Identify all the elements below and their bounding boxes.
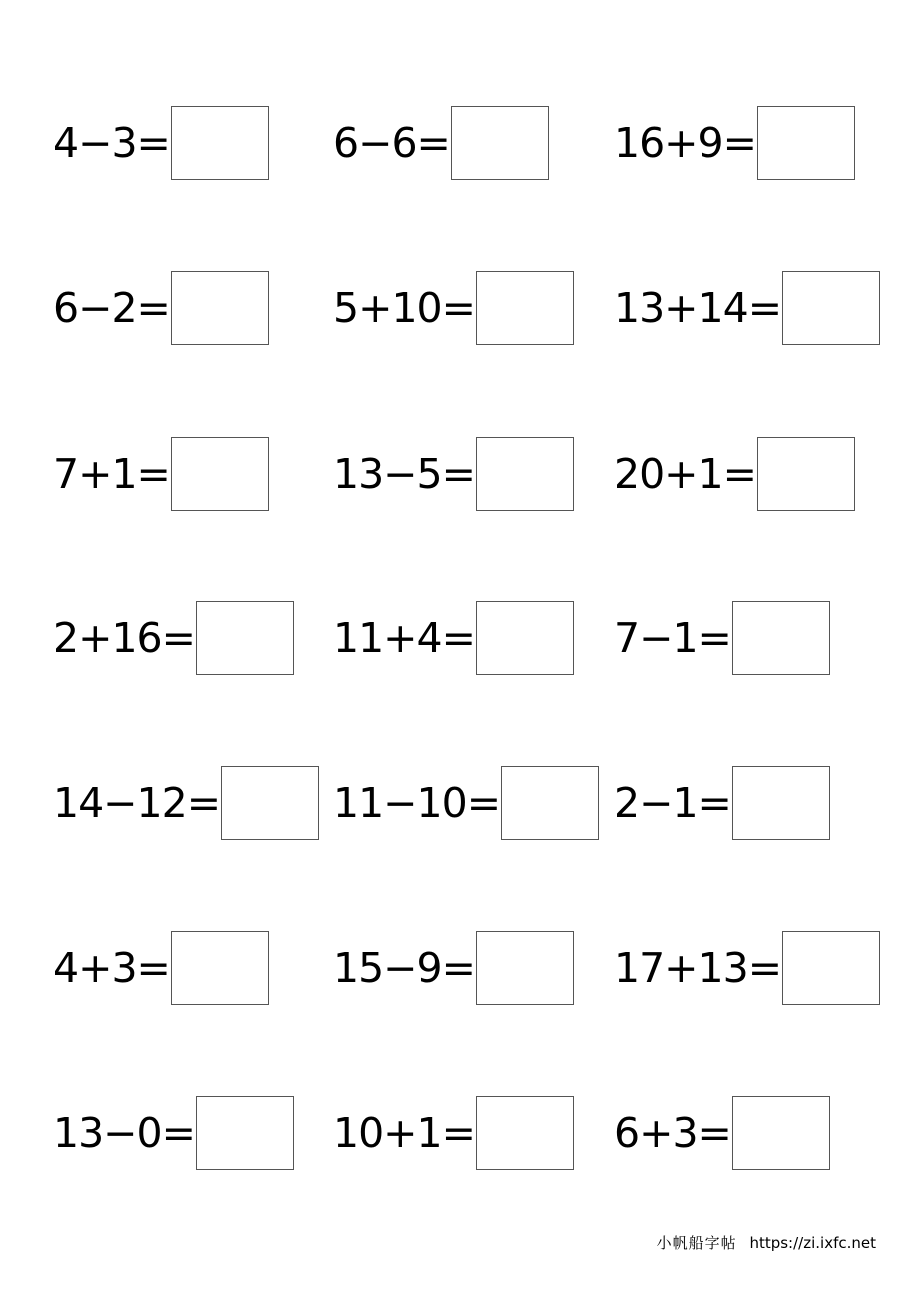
answer-box[interactable] [732, 766, 830, 840]
problem [53, 270, 269, 346]
problem [53, 765, 319, 841]
problem-expression: 4+3= [53, 943, 170, 992]
problem [333, 765, 599, 841]
problem [614, 436, 855, 512]
answer-box[interactable] [451, 106, 549, 180]
answer-box[interactable] [782, 271, 880, 345]
problem-expression: 16+9= [614, 118, 756, 167]
footer-url[interactable]: https://zi.ixfc.net [749, 1234, 876, 1252]
problem-expression: 4−3= [53, 118, 170, 167]
problem [333, 1095, 574, 1171]
answer-box[interactable] [782, 931, 880, 1005]
problem-expression: 11−10= [333, 778, 501, 827]
answer-box[interactable] [732, 1096, 830, 1170]
problem-expression: 15−9= [333, 943, 475, 992]
answer-box[interactable] [476, 271, 574, 345]
problem [333, 930, 574, 1006]
problem [333, 270, 574, 346]
problem [333, 105, 549, 181]
answer-box[interactable] [196, 601, 294, 675]
problem-expression: 6+3= [614, 1108, 731, 1157]
problem-expression: 7+1= [53, 449, 170, 498]
problem-expression: 2−1= [614, 778, 731, 827]
problem-expression: 5+10= [333, 283, 475, 332]
answer-box[interactable] [757, 106, 855, 180]
answer-box[interactable] [196, 1096, 294, 1170]
problem [614, 1095, 830, 1171]
answer-box[interactable] [476, 437, 574, 511]
problem [53, 436, 269, 512]
answer-box[interactable] [476, 601, 574, 675]
problem-expression: 20+1= [614, 449, 756, 498]
problem [53, 930, 269, 1006]
problem-expression: 13+14= [614, 283, 782, 332]
answer-box[interactable] [171, 106, 269, 180]
answer-box[interactable] [757, 437, 855, 511]
problem [614, 930, 880, 1006]
answer-box[interactable] [732, 601, 830, 675]
answer-box[interactable] [476, 931, 574, 1005]
answer-box[interactable] [171, 931, 269, 1005]
problem [614, 270, 880, 346]
problem [333, 436, 574, 512]
problem-expression: 7−1= [614, 613, 731, 662]
problem [333, 600, 574, 676]
answer-box[interactable] [171, 437, 269, 511]
footer-brand: 小帆船字帖 [656, 1234, 737, 1252]
answer-box[interactable] [221, 766, 319, 840]
problem-expression: 13−0= [53, 1108, 195, 1157]
problem [614, 765, 830, 841]
problem-expression: 17+13= [614, 943, 782, 992]
footer [657, 1232, 876, 1253]
problem-expression: 13−5= [333, 449, 475, 498]
answer-box[interactable] [501, 766, 599, 840]
answer-box[interactable] [171, 271, 269, 345]
problem-expression: 14−12= [53, 778, 221, 827]
problem-expression: 2+16= [53, 613, 195, 662]
problem-expression: 10+1= [333, 1108, 475, 1157]
problem-expression: 6−2= [53, 283, 170, 332]
problem [53, 600, 294, 676]
problem [53, 105, 269, 181]
problem [614, 105, 855, 181]
problem [614, 600, 830, 676]
problem-expression: 6−6= [333, 118, 450, 167]
problem-expression: 11+4= [333, 613, 475, 662]
answer-box[interactable] [476, 1096, 574, 1170]
problem [53, 1095, 294, 1171]
